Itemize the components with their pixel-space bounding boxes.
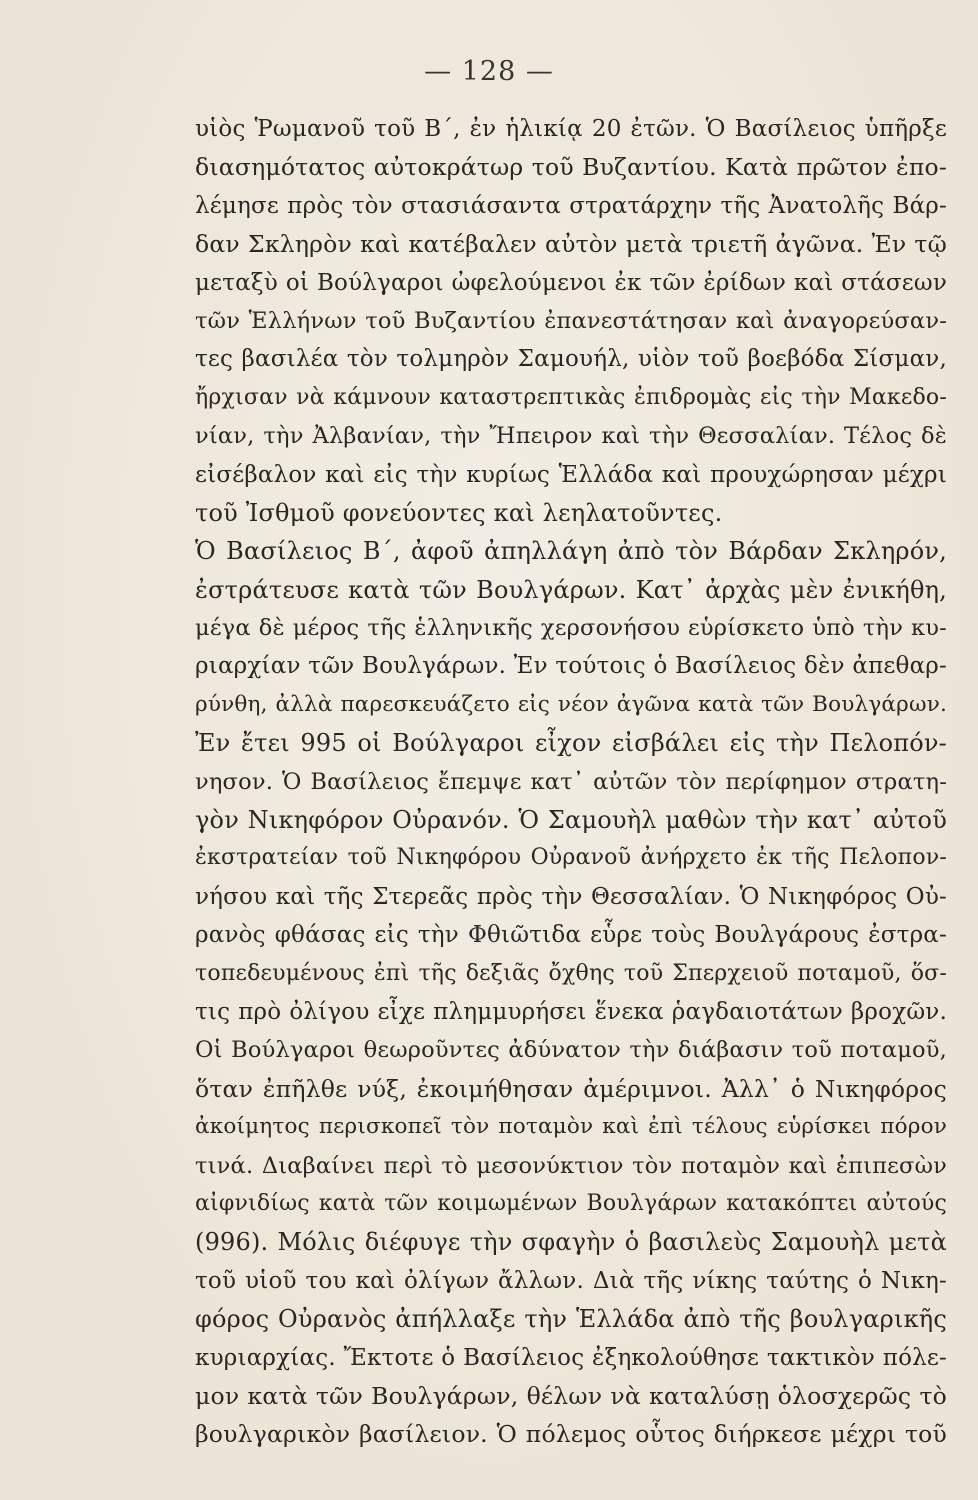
text-line: δαν Σκληρὸν καὶ κατέβαλεν αὐτὸν μετὰ τριετῆ ἀγῶνα. Ἐν τῷ <box>195 230 947 259</box>
text-line: τῶν Ἑλλήνων τοῦ Βυζαντίου ἐπανεστάτησαν καὶ ἀναγορεύσαν- <box>195 307 947 334</box>
text-line: εἰσέβαλον καὶ εἰς τὴν κυρίως Ἑλλάδα καὶ προυχώρησαν μέχρι <box>195 461 947 488</box>
text-line: Ὁ Βασίλειος Β΄, ἀφοῦ ἀπηλλάγη ἀπὸ τὸν Βάρδαν Σκληρόν, <box>195 537 947 566</box>
page-number: — 128 — <box>424 56 554 87</box>
text-line: τοῦ Ἰσθμοῦ φονεύοντες καὶ λεηλατοῦντες. <box>195 498 723 527</box>
text-line: φόρος Οὐρανὸς ἀπήλλαξε τὴν Ἑλλάδα ἀπὸ τῆς βουλγαρικῆς <box>195 1305 947 1334</box>
text-line: ἐκστρατείαν τοῦ Νικηφόρου Οὐρανοῦ ἀνήρχετο ἐκ τῆς Πελοπον- <box>195 845 947 871</box>
text-line: μεταξὺ οἱ Βούλγαροι ὠφελούμενοι ἐκ τῶν ἐρίδων καὶ στάσεων <box>195 269 947 296</box>
text-line: νήσου καὶ τῆς Στερεᾶς πρὸς τὴν Θεσσαλίαν. Ὁ Νικηφόρος Οὐ- <box>195 883 947 910</box>
text-line: αἰφνιδίως κατὰ τῶν κοιμωμένων Βουλγάρων κατακόπτει αὐτούς <box>195 1190 947 1216</box>
text-line: γὸν Νικηφόρον Οὐρανόν. Ὁ Σαμουὴλ μαθὼν τὴν κατ᾽ αὐτοῦ <box>195 806 947 835</box>
text-line: τις πρὸ ὀλίγου εἶχε πλημμυρήσει ἕνεκα ῥαγδαιοτάτων βροχῶν. <box>195 998 947 1025</box>
text-line: Ἐν ἔτει 995 οἱ Βούλγαροι εἶχον εἰσβάλει εἰς τὴν Πελοπόν- <box>195 729 947 758</box>
text-line: τες βασιλέα τὸν τολμηρὸν Σαμουήλ, υἱὸν τοῦ βοεβόδα Σίσμαν, <box>195 346 947 373</box>
text-line: κυριαρχίας. Ἔκτοτε ὁ Βασίλειος ἐξηκολούθησε τακτικὸν πόλε- <box>195 1344 947 1371</box>
text-line: ρανὸς φθάσας εἰς τὴν Φθιῶτιδα εὗρε τοὺς Βουλγάρους ἐστρα- <box>195 922 947 949</box>
text-line: τινά. Διαβαίνει περὶ τὸ μεσονύκτιον τὸν ποταμὸν καὶ ἐπιπεσὼν <box>195 1152 947 1179</box>
text-line: μέγα δὲ μέρος τῆς ἑλληνικῆς χερσονήσου εὑρίσκετο ὑπὸ τὴν κυ- <box>195 615 947 642</box>
text-line: ἀκοίμητος περισκοπεῖ τὸν ποταμὸν καὶ ἐπὶ τέλους εὑρίσκει πόρον <box>195 1114 947 1140</box>
text-line: νίαν, τὴν Ἀλβανίαν, τὴν Ἤπειρον καὶ τὴν Θεσσαλίαν. Τέλος δὲ <box>195 423 947 450</box>
text-line: τοῦ υἱοῦ του καὶ ὀλίγων ἄλλων. Διὰ τῆς νίκης ταύτης ὁ Νικη- <box>195 1267 947 1294</box>
text-line: ρύνθη, ἀλλὰ παρεσκευάζετο εἰς νέον ἀγῶνα κατὰ τῶν Βουλγάρων. <box>195 691 947 717</box>
text-line: νησον. Ὁ Βασίλειος ἔπεμψε κατ᾽ αὐτῶν τὸν περίφημον στρατη- <box>195 768 947 795</box>
body-text <box>195 110 955 1454</box>
text-line: διασημότατος αὐτοκράτωρ τοῦ Βυζαντίου. Κατὰ πρῶτον ἐπο- <box>195 153 947 182</box>
text-line: υἱὸς Ῥωμανοῦ τοῦ Β΄, ἐν ἡλικίᾳ 20 ἐτῶν. Ὁ Βασίλειος ὑπῆρξε <box>195 116 947 142</box>
text-line: λέμησε πρὸς τὸν στασιάσαντα στρατάρχην τῆς Ἀνατολῆς Βάρ- <box>195 192 947 219</box>
text-line: βουλγαρικὸν βασίλειον. Ὁ πόλεμος οὗτος διήρκεσε μέχρι τοῦ <box>195 1420 947 1449</box>
text-line: ἐστράτευσε κατὰ τῶν Βουλγάρων. Κατ᾽ ἀρχὰς μὲν ἐνικήθη, <box>195 575 947 604</box>
text-line: τοπεδευμένους ἐπὶ τῆς δεξιᾶς ὄχθης τοῦ Σπερχειοῦ ποταμοῦ, ὅσ- <box>195 960 947 986</box>
text-line: Οἱ Βούλγαροι θεωροῦντες ἀδύνατον τὴν διάβασιν τοῦ ποταμοῦ, <box>195 1037 947 1064</box>
text-line: ὅταν ἐπῆλθε νύξ, ἐκοιμήθησαν ἀμέριμνοι. Ἀλλ᾽ ὁ Νικηφόρος <box>195 1074 947 1103</box>
text-line: ἤρχισαν νὰ κάμνουν καταστρεπτικὰς ἐπιδρομὰς εἰς τὴν Μακεδο- <box>195 384 947 410</box>
text-line: (996). Μόλις διέφυγε τὴν σφαγὴν ὁ βασιλεὺς Σαμουὴλ μετὰ <box>195 1228 947 1257</box>
text-line: μον κατὰ τῶν Βουλγάρων, θέλων νὰ καταλύσῃ ὁλοσχερῶς τὸ <box>195 1381 947 1410</box>
text-line: ριαρχίαν τῶν Βουλγάρων. Ἐν τούτοις ὁ Βασίλειος δὲν ἀπεθαρ- <box>195 653 947 680</box>
